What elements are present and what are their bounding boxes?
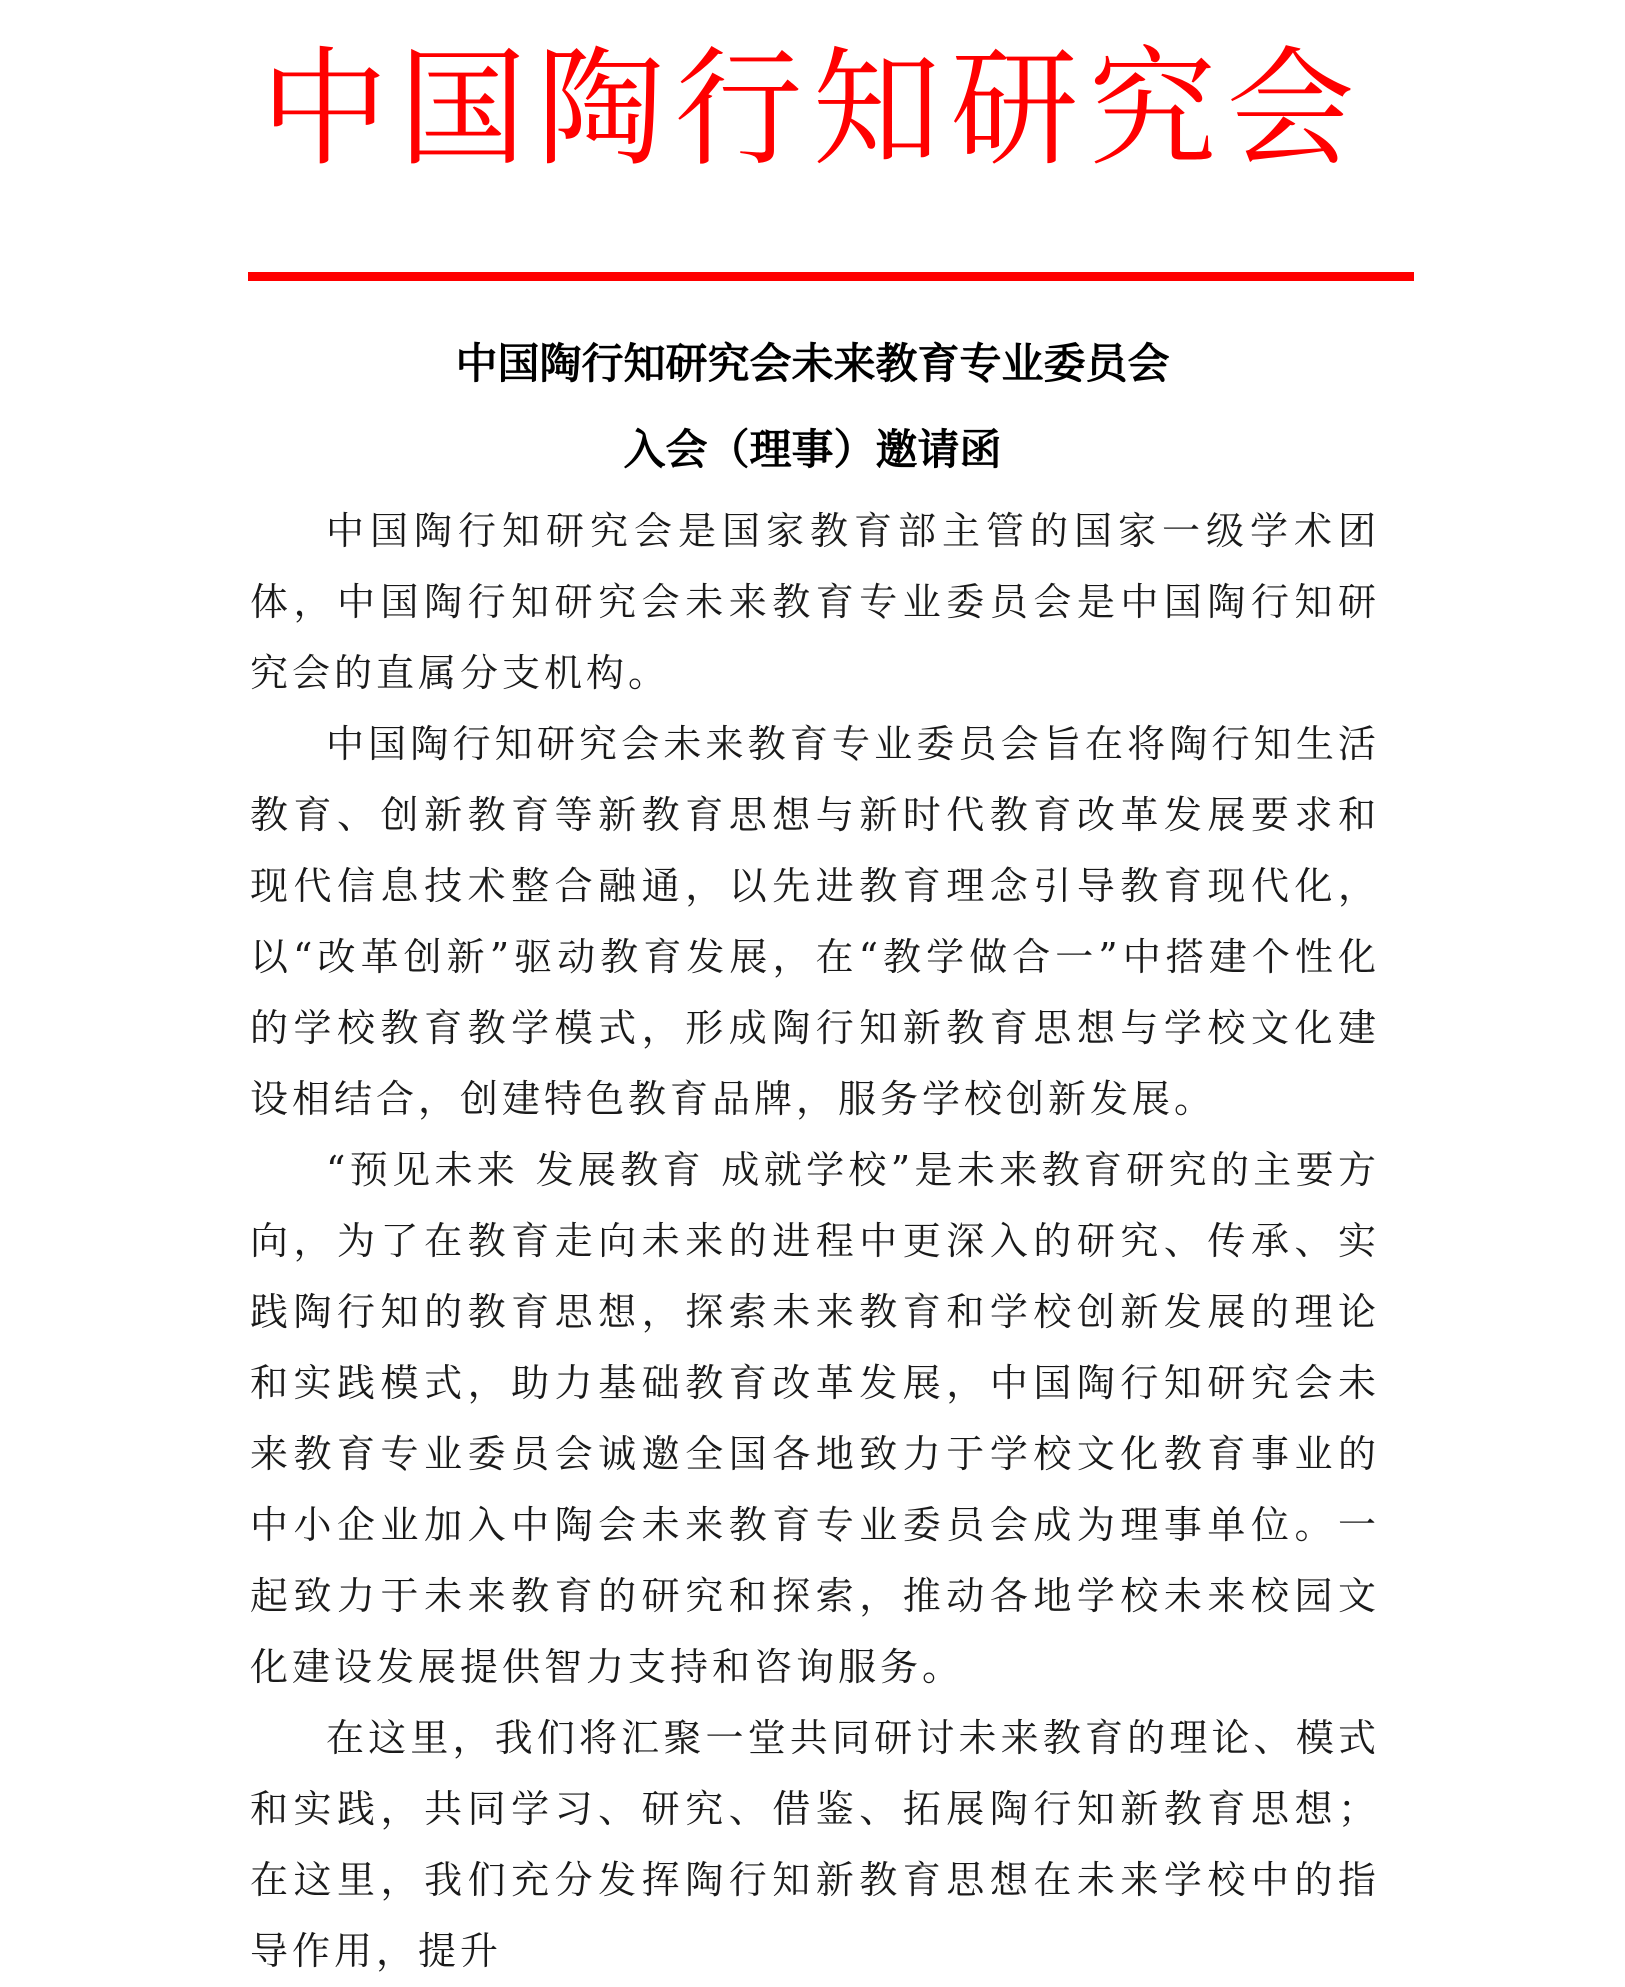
red-divider-line: [248, 272, 1414, 281]
document-title-line-1: 中国陶行知研究会未来教育专业委员会: [455, 339, 1170, 388]
document-body: [250, 496, 1380, 1987]
document-title-line-2: 入会（理事）邀请函: [623, 425, 1002, 474]
body-paragraph-1: 中国陶行知研究会是国家教育部主管的国家一级学术团体，中国陶行知研究会未来教育专业委员会是中国陶行知研究会的直属分支机构。: [250, 509, 1380, 695]
body-paragraph-2: 中国陶行知研究会未来教育专业委员会旨在将陶行知生活教育、创新教育等新教育思想与新时代教育改革发展要求和现代信息技术整合融通，以先进教育理念引导教育现代化，以“改革创新”驱动教育发展，在“教学做合一”中搭建个性化的学校教育教学模式，形成陶行知新教育思想与学校文化建设相结合，创建特色教育品牌，服务学校创新发展。: [250, 722, 1380, 1121]
body-paragraph-4: 在这里，我们将汇聚一堂共同研讨未来教育的理论、模式和实践，共同学习、研究、借鉴、拓展陶行知新教育思想；在这里，我们充分发挥陶行知新教育思想在未来学校中的指导作用，提升: [250, 1716, 1380, 1973]
body-paragraph-3: “预见未来 发展教育 成就学校”是未来教育研究的主要方向，为了在教育走向未来的进程中更深入的研究、传承、实践陶行知的教育思想，探索未来教育和学校创新发展的理论和实践模式，助力基础教育改革发展，中国陶行知研究会未来教育专业委员会诚邀全国各地致力于学校文化教育事业的中小企业加入中陶会未来教育专业委员会成为理事单位。一起致力于未来教育的研究和探索，推动各地学校未来校园文化建设发展提供智力支持和咨询服务。: [250, 1148, 1380, 1689]
masthead-title: 中国陶行知研究会: [260, 35, 1365, 184]
